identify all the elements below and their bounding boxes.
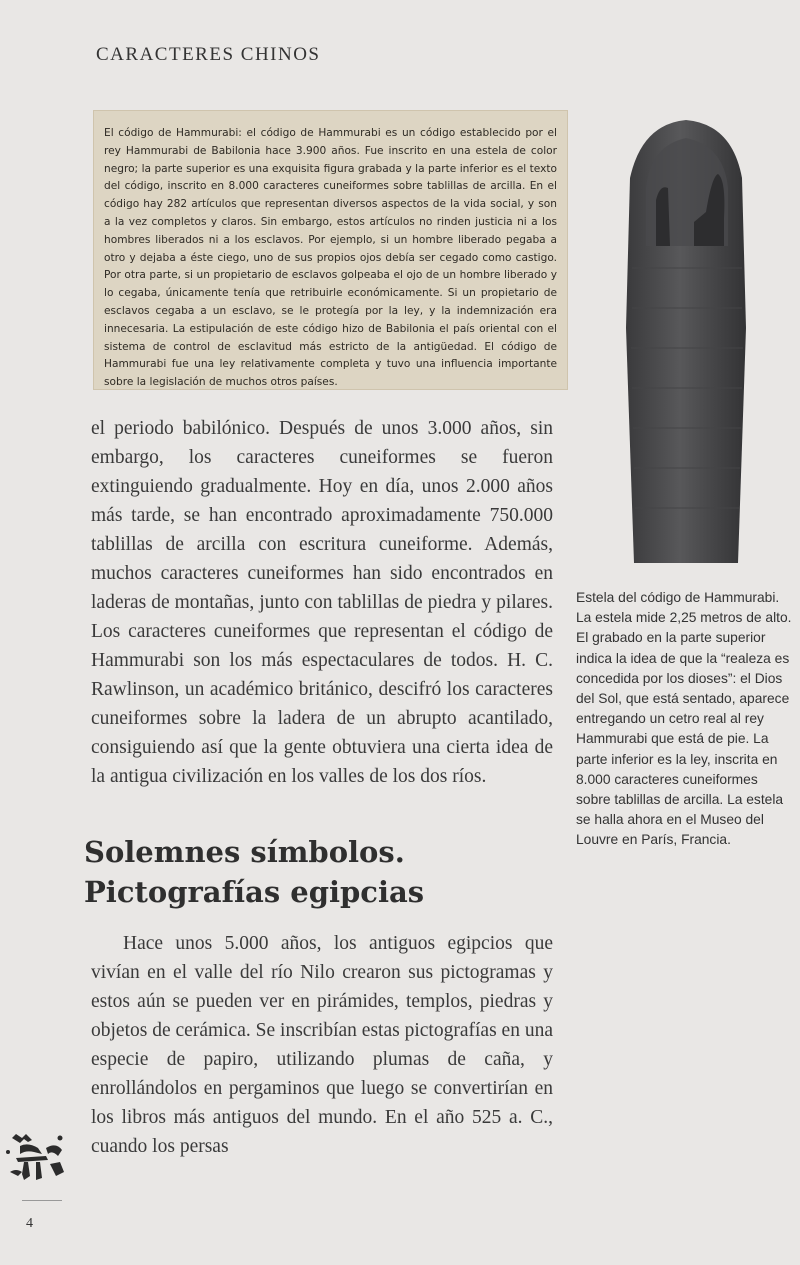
running-title: CARACTERES CHINOS <box>96 44 321 65</box>
figure-caption <box>576 588 794 851</box>
figure-caption-text: Estela del código de Hammurabi. La estela mide 2,25 metros de alto. El grabado en la parte superior indica la idea de que la “realeza es concedida por los dioses”: el Dios del Sol, que está sentado, aparece entregando un cetro real al rey Hammurabi que está de pie. La parte inferior es la ley, inscrita en 8.000 caracteres cuneiformes sobre tablillas de arcilla. La estela se halla ahora en el Museo del Louvre en París, Francia. <box>576 590 792 848</box>
body-paragraph-2-text: Hace unos 5.000 años, los antiguos egipcios que vivían en el valle del río Nilo crearon sus pictogramas y estos aún se pueden ver en pirámides, templos, piedras y objetos de cerámica. Se inscribían estas pictografías en una especie de papiro, utilizando plumas de caña, y enrollándolos en pergaminos que luego se convertirían en los libros más antiguos del mundo. En el año 525 a. C., cuando los persas <box>91 933 553 1157</box>
folio-rule <box>22 1200 62 1201</box>
section-heading: Solemnes símbolos. Pictografías egipcias <box>84 835 425 909</box>
sidebar-text: El código de Hammurabi: el código de Hammurabi es un código establecido por el rey Hammurabi de Babilonia hace 3.900 años. Fue inscrito en una estela de color negro; la parte superior es una exquisita figura grabada y la parte inferior es el texto del código, inscrito en 8.000 caracteres cuneiformes sobre tablillas de arcilla. En el código hay 282 artículos que representan diversos aspectos de la vida social, y son a la vez completos y claros. Sin embargo, estos artículos no rinden justicia ni a los hombres liberados ni a los esclavos. Por ejemplo, si un hombre liberado pegaba a otro y dejaba a éste ciego, uno de sus propios ojos debía ser cegado como castigo. Por otra parte, si un propietario de esclavos golpeaba el ojo de un hombre liberado y lo cegaba, únicamente tenía que retribuirle económicamente. Si un propietario de esclavos cegaba a un esclavo, se le protegía por la ley, y la indemnización era innecesaria. La estipulación de este código hizo de Babilonia el país oriental con el sistema de control de esclavitud más estricto de la antigüedad. El código de Hammurabi fue una ley relativamente completa y tuvo una influencia importante sobre la legislación de muchos otros países. <box>104 127 557 389</box>
ink-vignette-icon <box>2 1128 72 1186</box>
body-paragraph-2 <box>91 929 553 1161</box>
hammurabi-stele-photo <box>620 118 752 563</box>
hammurabi-sidebar-box <box>93 110 568 390</box>
page-number: 4 <box>26 1216 33 1231</box>
body-paragraph-1-text: el periodo babilónico. Después de unos 3.000 años, sin embargo, los caracteres cuneiformes se fueron extinguiendo gradualmente. Hoy en día, unos 2.000 años más tarde, se han encontrado aproximadamente 750.000 tablillas de arcilla con escritura cuneiforme. Además, muchos caracteres cuneiformes han sido encontrados en laderas de montañas, junto con tablillas de piedra y pilares. Los caracteres cuneiformes que representan el código de Hammurabi son los más espectaculares de todos. H. C. Rawlinson, un académico británico, descifró los caracteres cuneiformes sobre la ladera de un abrupto acantilado, consiguiendo así que la gente obtuviera una cierta idea de la antigua civilización en los valles de los dos ríos. <box>91 418 553 787</box>
body-paragraph-1 <box>91 414 553 791</box>
